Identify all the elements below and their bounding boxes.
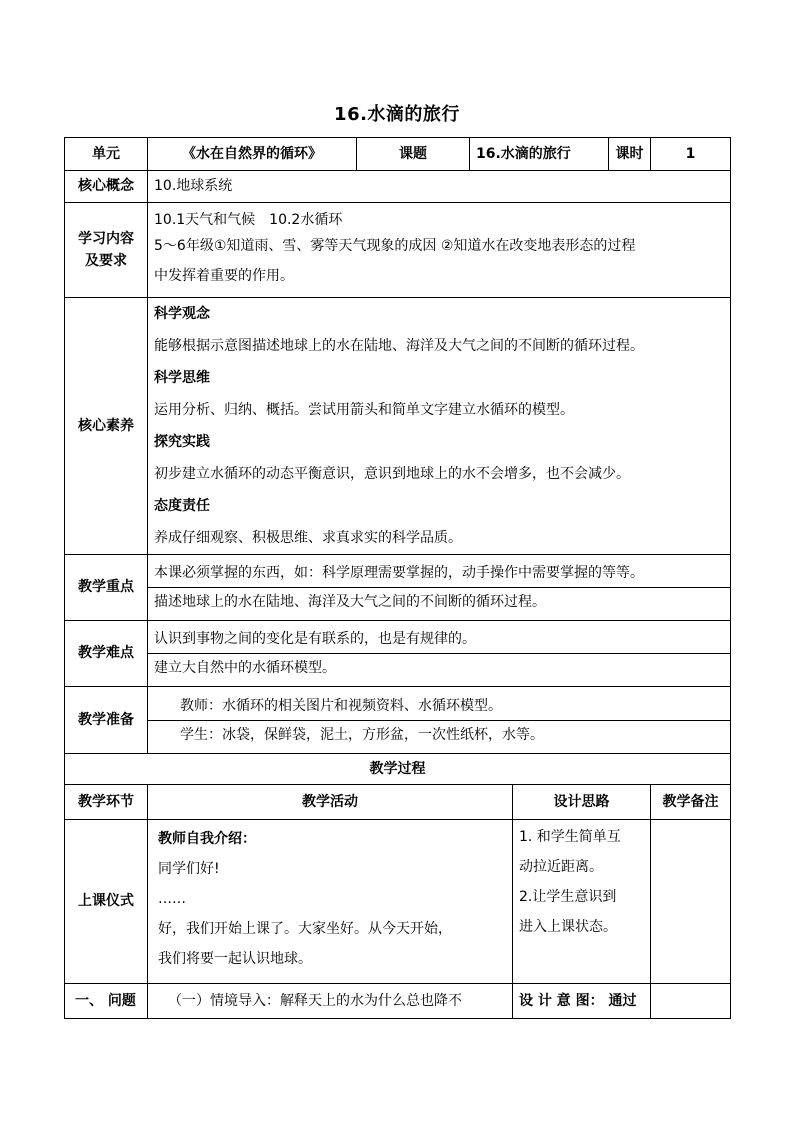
literacy-text-2: 运用分析、归纳、概括。尝试用箭头和简单文字建立水循环的模型。 xyxy=(154,402,574,418)
preparation-content xyxy=(148,687,731,754)
activity-heading: 教师自我介绍： xyxy=(158,831,256,847)
learning-row xyxy=(65,203,731,298)
difficulties-content xyxy=(148,621,731,687)
learning-label-line-2: 及要求 xyxy=(85,253,127,269)
difficulties-line-1: 认识到事物之间的变化是有联系的，也是有规律的。 xyxy=(154,631,476,647)
design-line-3: 2.让学生意识到 xyxy=(519,889,617,905)
learning-line-1: 10.1天气和气候 10.2水循环 xyxy=(154,212,343,228)
process-row xyxy=(65,820,731,984)
process-header-row xyxy=(65,785,731,820)
core-concept-row xyxy=(65,171,731,203)
lesson-label: 课题 xyxy=(357,138,470,171)
key-points-row xyxy=(65,555,731,621)
literacy-row xyxy=(65,298,731,555)
unit-label: 单元 xyxy=(65,138,148,171)
literacy-heading-2: 科学思维 xyxy=(154,370,210,386)
process-notes xyxy=(651,820,731,984)
design-line-2: 动拉近距离。 xyxy=(519,859,603,875)
process-stage: 上课仪式 xyxy=(65,820,148,984)
lesson-plan-table xyxy=(64,137,731,1019)
activity-line-1: 同学们好! xyxy=(158,861,220,877)
core-concept-value: 10.地球系统 xyxy=(148,171,731,203)
col-notes-header: 教学备注 xyxy=(651,785,731,820)
activity-line-4: 我们将要一起认识地球。 xyxy=(158,951,312,967)
learning-label xyxy=(65,203,148,298)
literacy-heading-1: 科学观念 xyxy=(154,306,210,322)
col-stage-header: 教学环节 xyxy=(65,785,148,820)
preparation-label: 教学准备 xyxy=(65,687,148,754)
literacy-text-3: 初步建立水循环的动态平衡意识，意识到地球上的水不会增多，也不会减少。 xyxy=(154,466,630,482)
process-design xyxy=(513,820,651,984)
learning-line-3: 中发挥着重要的作用。 xyxy=(154,268,294,284)
key-points-label: 教学重点 xyxy=(65,555,148,621)
preparation-row xyxy=(65,687,731,754)
preparation-student: 学生：冰袋，保鲜袋，泥土，方形盆，一次性纸杯，水等。 xyxy=(148,720,730,749)
learning-content xyxy=(148,203,731,298)
design-line-4: 进入上课状态。 xyxy=(519,919,617,935)
literacy-text-1: 能够根据示意图描述地球上的水在陆地、海洋及大气之间的不间断的循环过程。 xyxy=(154,338,644,354)
literacy-heading-4: 态度责任 xyxy=(154,498,210,514)
activity-line-3: 好，我们开始上课了。大家坐好。从今天开始， xyxy=(158,921,452,937)
unit-value: 《水在自然界的循环》 xyxy=(148,138,357,171)
process-title-row xyxy=(65,754,731,785)
period-value: 1 xyxy=(651,138,731,171)
key-points-line-1: 本课必须掌握的东西，如：科学原理需要掌握的，动手操作中需要掌握的等等。 xyxy=(154,565,644,581)
literacy-heading-3: 探究实践 xyxy=(154,434,210,450)
literacy-text-4: 养成仔细观察、积极思维、求真求实的科学品质。 xyxy=(154,530,462,546)
core-concept-label: 核心概念 xyxy=(65,171,148,203)
header-row xyxy=(65,138,731,171)
key-points-content xyxy=(148,555,731,621)
period-label: 课时 xyxy=(609,138,651,171)
design-line-1: 1. 和学生简单互 xyxy=(519,829,621,845)
difficulties-line-2: 建立大自然中的水循环模型。 xyxy=(148,653,730,682)
col-design-header: 设计思路 xyxy=(513,785,651,820)
learning-line-2: 5～6年级①知道雨、雪、雾等天气现象的成因 ②知道水在改变地表形态的过程 xyxy=(154,238,636,254)
process-activity xyxy=(148,820,513,984)
lesson-value: 16.水滴的旅行 xyxy=(470,138,609,171)
key-points-line-2: 描述地球上的水在陆地、海洋及大气之间的不间断的循环过程。 xyxy=(148,587,730,616)
activity-line-2: …… xyxy=(158,891,186,907)
page-title: 16.水滴的旅行 xyxy=(334,104,460,125)
col-activity-header: 教学活动 xyxy=(148,785,513,820)
process-stage: 一、 问题 xyxy=(65,984,148,1019)
literacy-label: 核心素养 xyxy=(65,298,148,555)
process-row xyxy=(65,984,731,1019)
learning-label-line-1: 学习内容 xyxy=(78,231,134,247)
literacy-content xyxy=(148,298,731,555)
process-activity: （一）情境导入：解释天上的水为什么总也降不 xyxy=(148,984,513,1019)
process-design: 设 计 意 图： 通过 xyxy=(513,984,651,1019)
process-notes xyxy=(651,984,731,1019)
process-title: 教学过程 xyxy=(65,754,731,785)
difficulties-row xyxy=(65,621,731,687)
difficulties-label: 教学难点 xyxy=(65,621,148,687)
preparation-teacher: 教师：水循环的相关图片和视频资料、水循环模型。 xyxy=(180,697,502,714)
